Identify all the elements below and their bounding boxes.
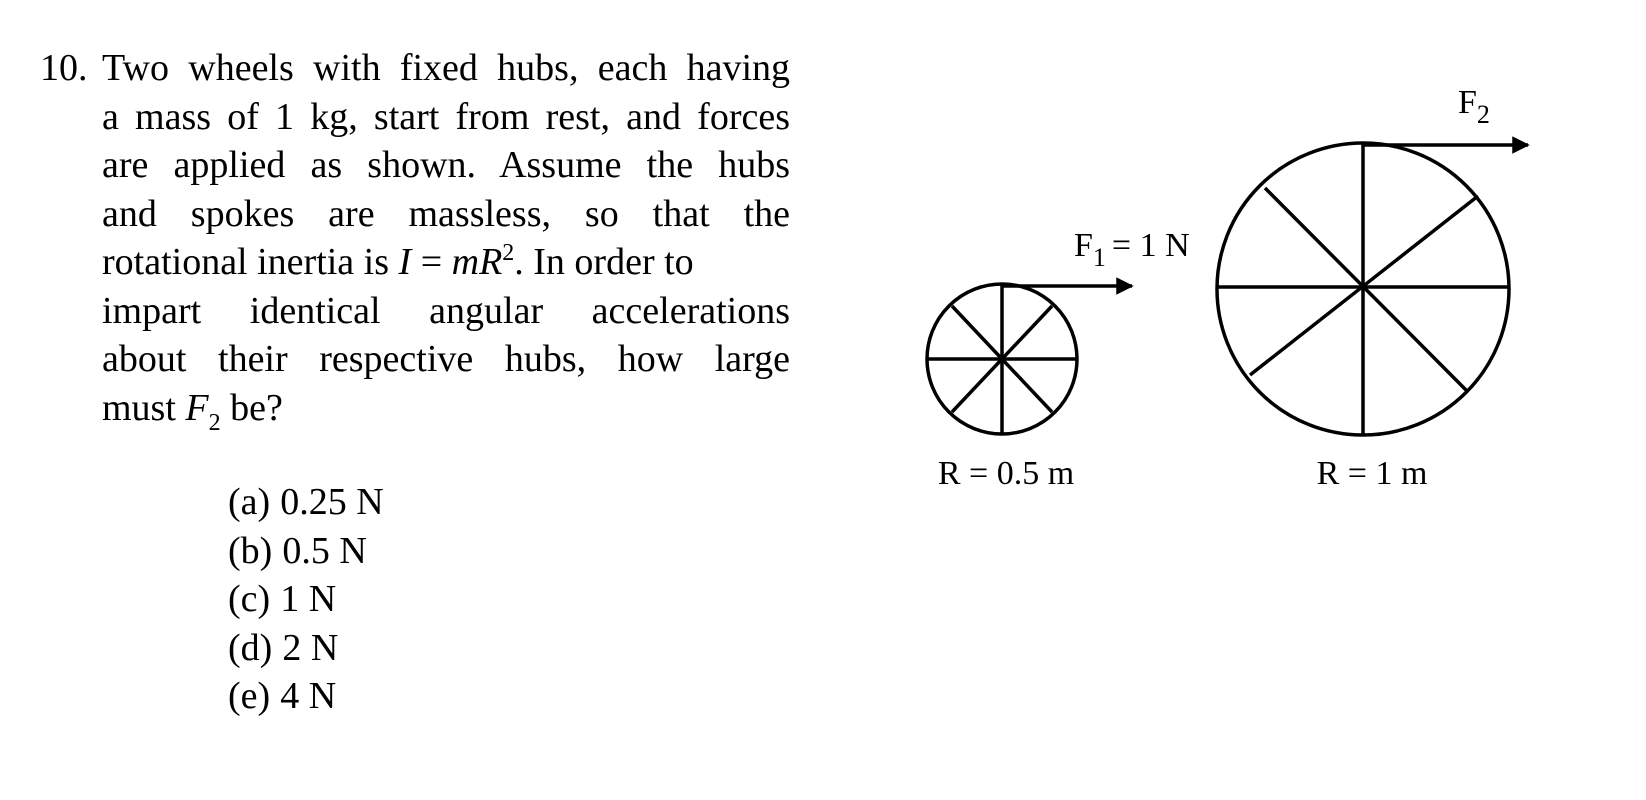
question-line-3: are applied as shown. Assume the hubs [102,144,790,186]
choice-text: 4 N [280,675,337,717]
f2-label [1458,84,1490,129]
force-subscript: 2 [208,409,221,436]
formula-inertia-symbol: I [398,241,412,283]
line5-text-before: rotational inertia is [102,241,390,283]
choice-text: 0.5 N [282,529,367,572]
choice-letter: (e) [228,675,271,717]
line8-text-after: be? [230,386,283,429]
f1-label [1074,227,1190,272]
large-wheel [1217,143,1509,435]
question-line-7: about their respective hubs, how large [102,338,790,380]
f1-subscript: 1 [1092,243,1106,272]
choice-text: 1 N [280,578,337,620]
choice-letter: (d) [228,626,273,669]
formula-equals: = [411,241,452,283]
f2-subscript: 2 [1476,100,1490,129]
question-line-6: impart identical angular accelerations [102,289,790,332]
formula-exponent: 2 [502,240,515,266]
question-line-1: Two wheels with fixed hubs, each having [102,47,790,89]
f2-symbol: F [1458,84,1477,121]
choice-letter: (a) [228,481,271,523]
question-line-2: a mass of 1 kg, start from rest, and forces [102,95,790,138]
question-number: 10. [40,47,88,89]
choice-letter: (b) [228,529,273,572]
question-line-4: and spokes are massless, so that the [102,192,790,235]
choice-text: 0.25 N [280,481,384,523]
formula-mass-radius: mR [451,241,503,283]
force-symbol: F [185,386,209,429]
choice-letter: (c) [228,578,271,620]
f1-value: = 1 N [1111,227,1190,264]
line8-text-before: must [102,386,176,429]
line5-text-after: . In order to [514,241,694,283]
large-wheel-spoke [1265,188,1468,392]
large-wheel-radius-label: R = 1 m [1316,455,1428,492]
small-wheel-radius-label: R = 0.5 m [937,455,1075,492]
small-wheel [927,284,1077,434]
choice-text: 2 N [282,626,339,669]
f1-symbol: F [1074,227,1093,264]
